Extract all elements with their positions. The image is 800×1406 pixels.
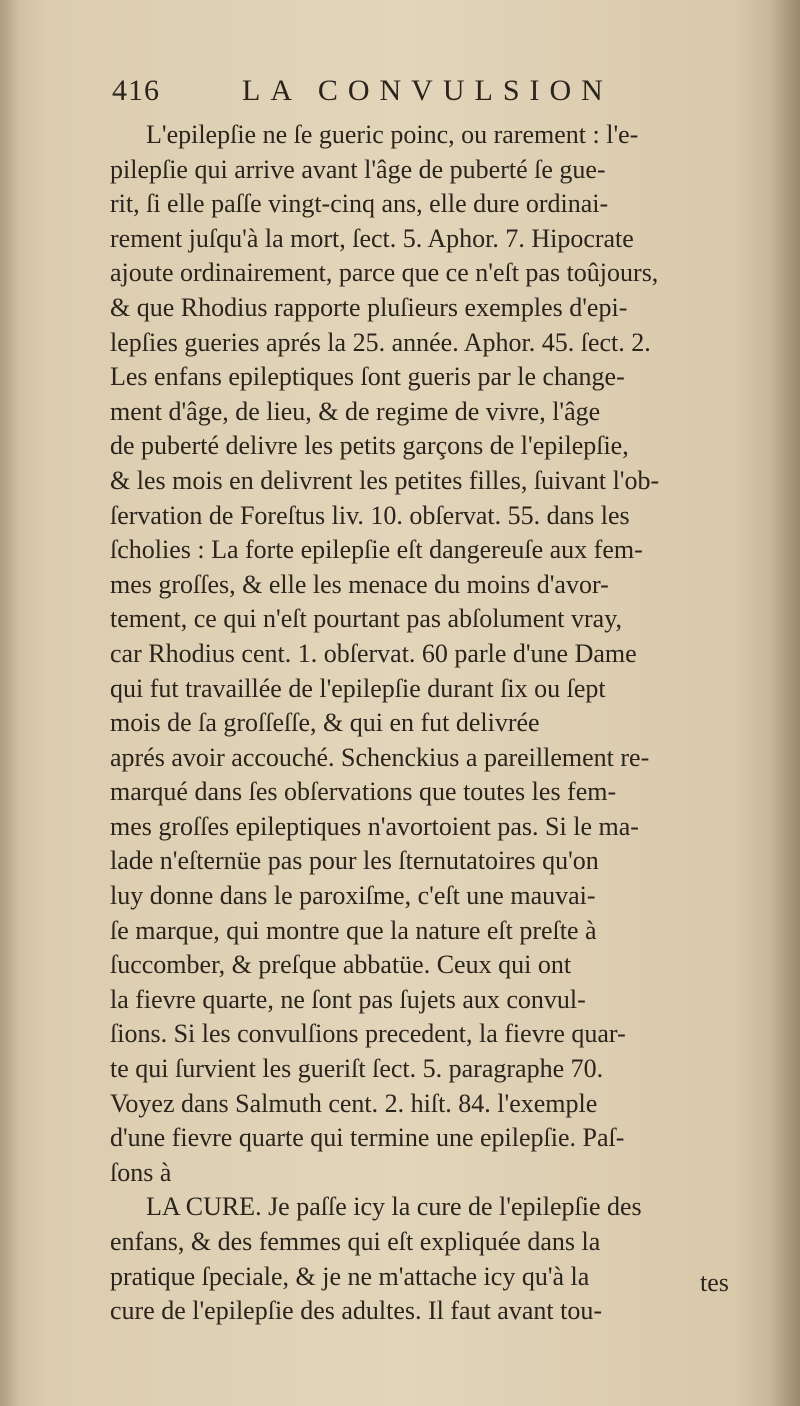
text-line: ſions. Si les convulſions precedent, la fievre quar-	[110, 1019, 626, 1049]
text-line: ſcholies : La forte epilepſie eſt dangereuſe aux fem-	[110, 535, 643, 565]
text-line: ſuccomber, & preſque abbatüe. Ceux qui ont	[110, 950, 572, 980]
text-line: L'epilepſie ne ſe gueric poinc, ou rarement : l'e-	[146, 120, 639, 149]
text-line: la fievre quarte, ne ſont pas ſujets aux convul-	[110, 984, 586, 1014]
text-line: mois de ſa groſſeſſe, & qui en fut delivrée	[110, 708, 540, 738]
page-gutter-shadow	[0, 0, 20, 1406]
text-line: te qui ſurvient les gueriſt ſect. 5. paragraphe 70.	[110, 1054, 604, 1084]
text-line: & les mois en delivrent les petites filles, ſuivant l'ob-	[110, 465, 660, 495]
text-line: ment d'âge, de lieu, & de regime de vivre, l'âge	[110, 396, 601, 426]
text-line: Voyez dans Salmuth cent. 2. hiſt. 84. l'exemple	[110, 1088, 598, 1118]
text-line: ſons à	[110, 1157, 172, 1187]
text-line: lepſies gueries aprés la 25. année. Aphor. 45. ſect. 2.	[110, 327, 651, 357]
text-line: car Rhodius cent. 1. obſervat. 60 parle d'une Dame	[110, 638, 637, 668]
text-line: enfans, & des femmes qui eſt expliquée dans la	[110, 1227, 601, 1256]
text-line: luy donne dans le paroxiſme, c'eſt une mauvai-	[110, 881, 596, 911]
page-header	[112, 74, 672, 114]
text-line: cure de l'epilepſie des adultes. Il faut avant tou-	[110, 1296, 602, 1326]
text-line: & que Rhodius rapporte pluſieurs exemples d'epi-	[110, 292, 628, 322]
text-line: rement juſqu'à la mort, ſect. 5. Aphor. 7. Hipocrate	[110, 223, 634, 253]
running-head: LA CONVULSION	[242, 74, 613, 107]
catchword: tes	[700, 1268, 729, 1297]
text-line: mes groſſes epileptiques n'avortoient pas. Si le ma-	[110, 811, 639, 841]
text-line: lade n'eſternüe pas pour les ſternutatoires qu'on	[110, 846, 599, 876]
text-line: ſervation de Foreſtus liv. 10. obſervat. 55. dans les	[110, 500, 630, 530]
page-number: 416	[112, 74, 160, 107]
text-line: tement, ce qui n'eſt pourtant pas abſolument vray,	[110, 604, 623, 634]
body-text	[110, 118, 740, 1329]
text-line: Les enfans epileptiques ſont gueris par le change-	[110, 362, 625, 392]
section-heading-line: LA CURE. Je paſſe icy la cure de l'epilepſie des	[146, 1192, 642, 1222]
text-line: ſe marque, qui montre que la nature eſt preſte à	[110, 915, 597, 945]
text-line: pilepſie qui arrive avant l'âge de puberté ſe gue-	[110, 154, 606, 184]
text-line: d'une fievre quarte qui termine une epilepſie. Paſ-	[110, 1123, 625, 1153]
text-line: mes groſſes, & elle les menace du moins d'avor-	[110, 569, 609, 599]
text-line: pratique ſpeciale, & je ne m'attache icy qu'à la	[110, 1261, 590, 1291]
text-line: marqué dans ſes obſervations que toutes les fem-	[110, 777, 617, 807]
text-line: qui fut travaillée de l'epilepſie durant ſix ou ſept	[110, 673, 606, 703]
text-line: aprés avoir accouché. Schenckius a pareillement re-	[110, 742, 650, 772]
page-edge-shadow	[770, 0, 800, 1406]
text-line: rit, ſi elle paſſe vingt-cinq ans, elle dure ordinai-	[110, 189, 609, 219]
text-line: ajoute ordinairement, parce que ce n'eſt pas toûjours,	[110, 258, 659, 288]
text-line: de puberté delivre les petits garçons de l'epilepſie,	[110, 431, 629, 461]
